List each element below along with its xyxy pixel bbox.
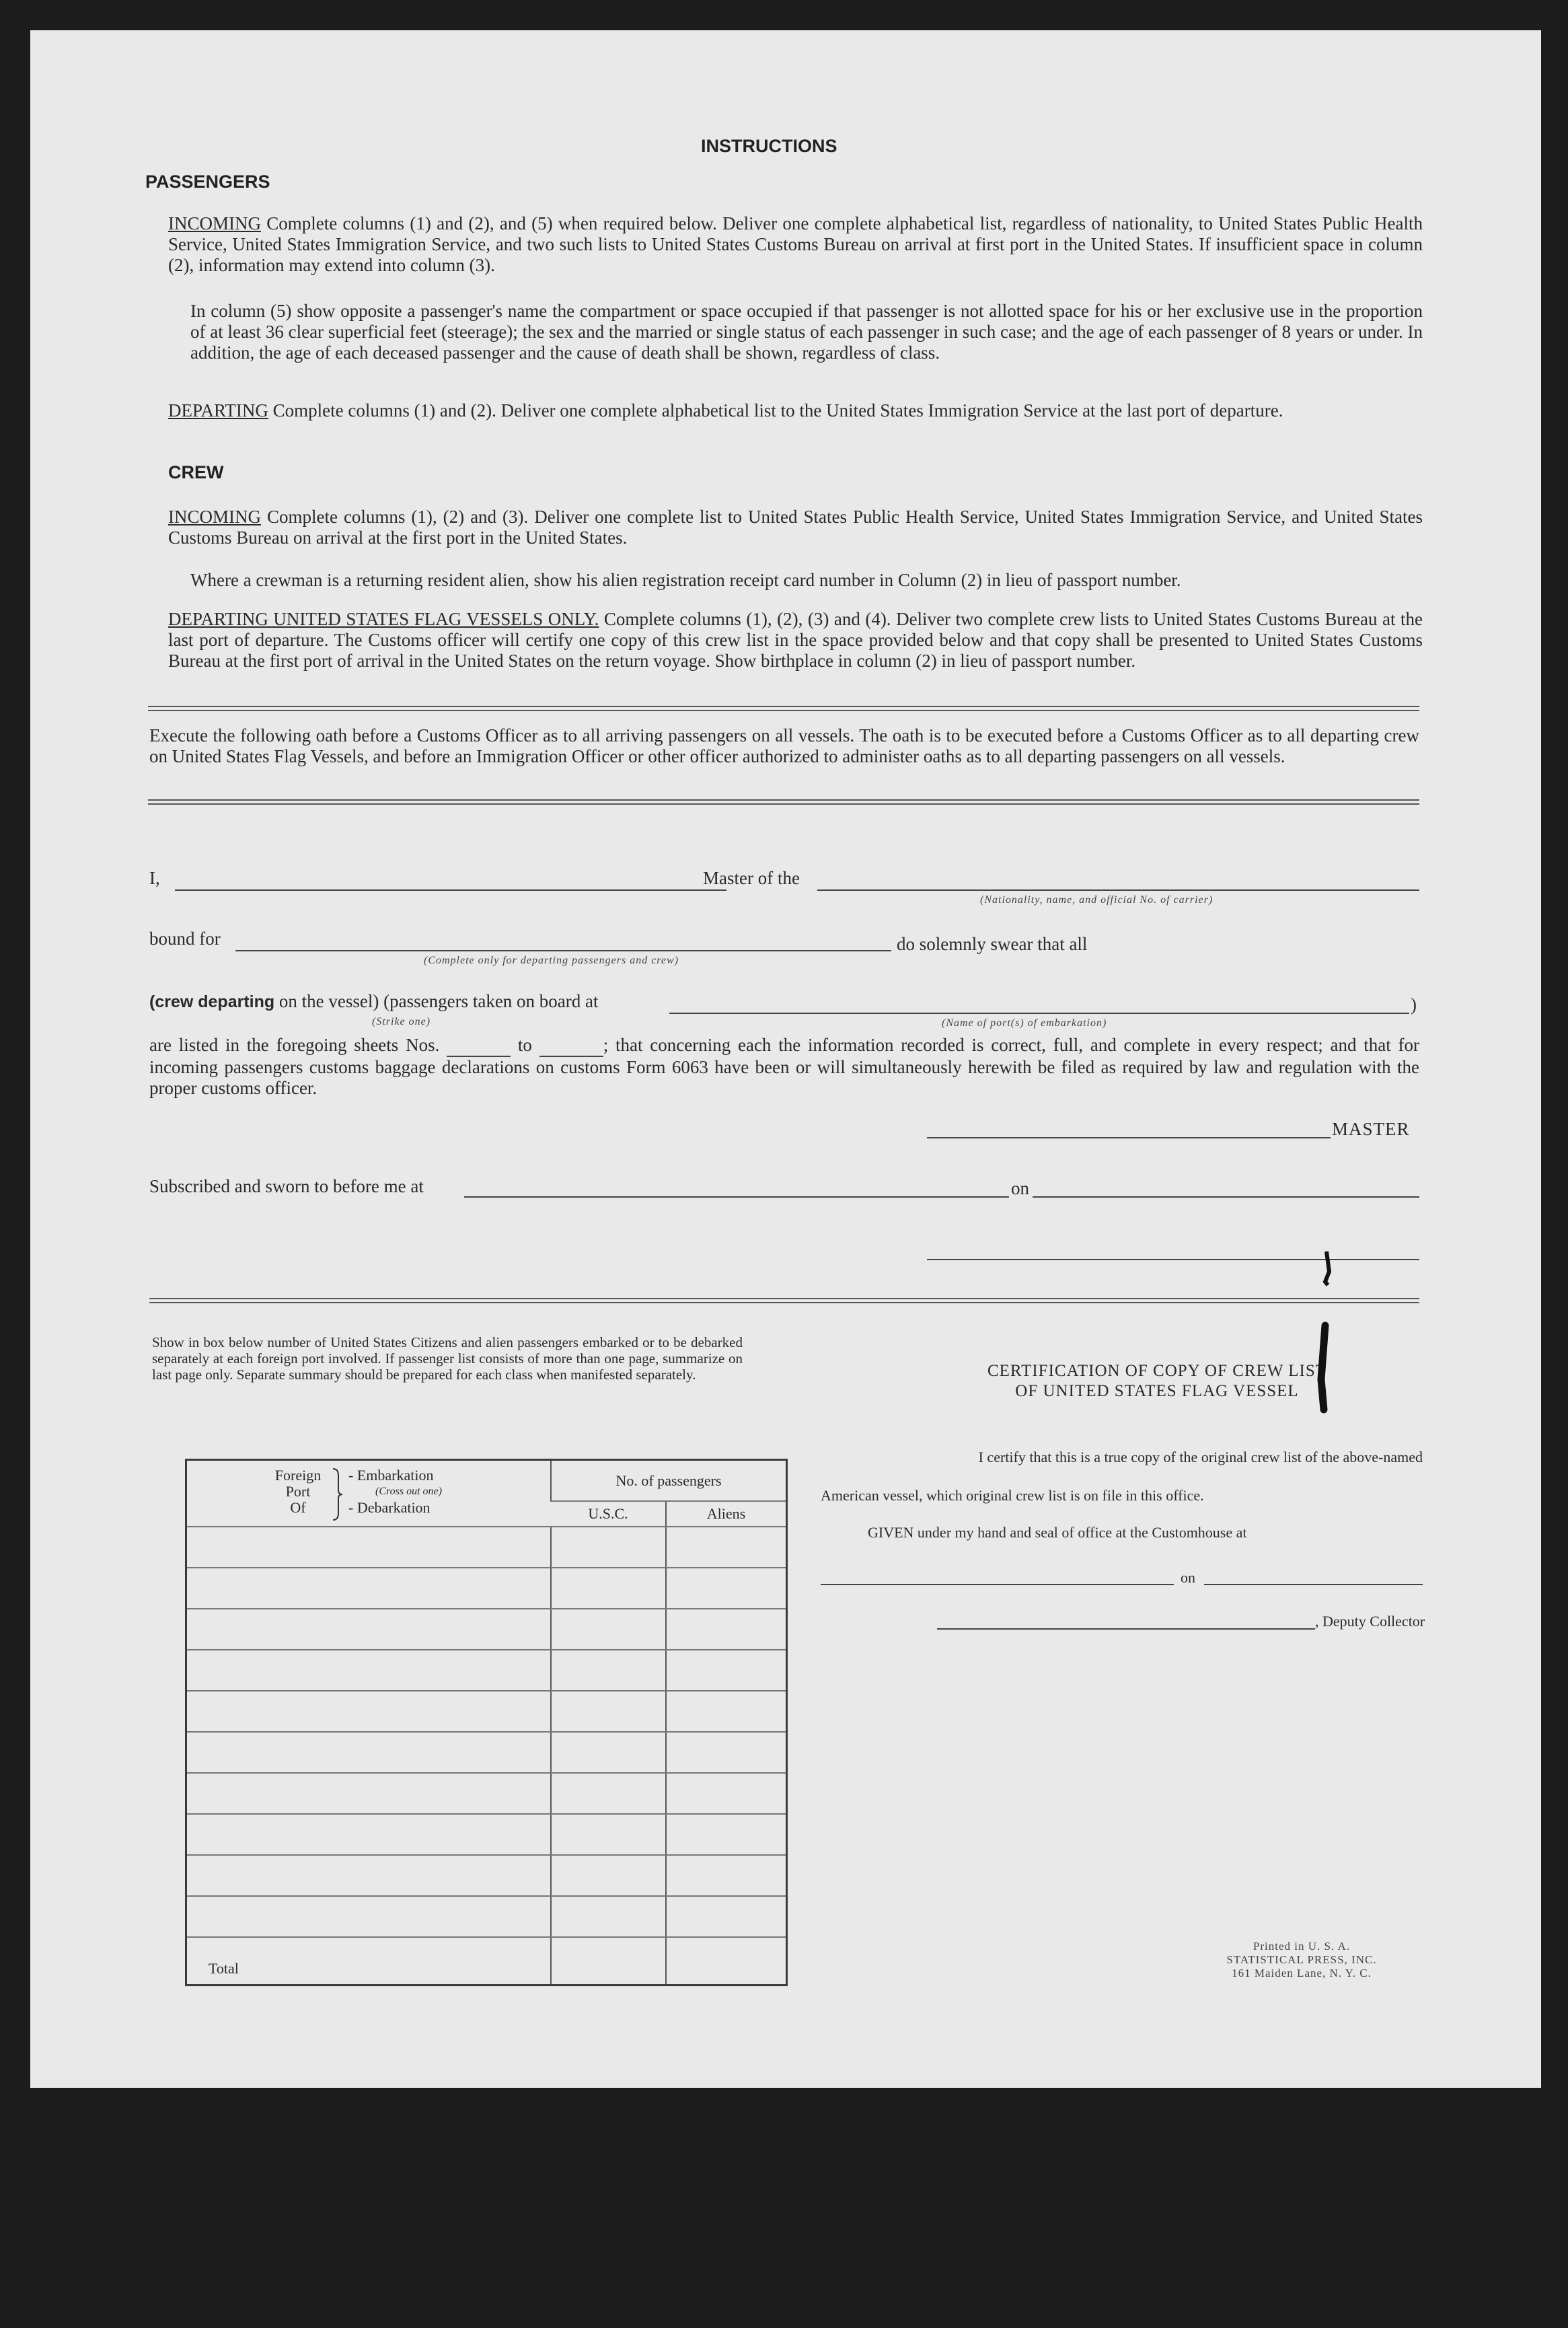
- aliens-cell[interactable]: [666, 1527, 787, 1568]
- oath-i-label: I,: [149, 868, 160, 888]
- port-cell[interactable]: [186, 1568, 552, 1609]
- port-label: Port: [285, 1483, 311, 1500]
- listed-text-1: are listed in the foregoing sheets Nos.: [149, 1035, 440, 1055]
- to-label: to: [517, 1035, 532, 1055]
- subscribed-label: Subscribed and sworn to before me at: [149, 1176, 424, 1196]
- port-cell[interactable]: [186, 1855, 552, 1896]
- certification-title-line-1: CERTIFICATION OF COPY OF CREW LIST: [987, 1362, 1327, 1380]
- usc-cell[interactable]: [551, 1691, 666, 1732]
- embarkation-option[interactable]: - Embarkation: [348, 1467, 434, 1484]
- port-cell[interactable]: [186, 1773, 552, 1814]
- oath-intro: Execute the following oath before a Customs Officer as to all arriving passengers on all vessels. The oath is to be executed before a Customs Officer as to all departing crew on United States Flag Vessels, and before an Immigration Officer or other officer authorized to administer oaths as to all departing passengers on all vessels.: [149, 725, 1419, 766]
- crew-incoming-text: Complete columns (1), (2) and (3). Deliver one complete list to United States Public Health Service, United States Immigration Service, and United States Customs Bureau on arrival at the first port in the United States.: [168, 507, 1423, 548]
- table-row: [186, 1814, 787, 1855]
- port-header-cell: [186, 1460, 552, 1527]
- passengers-heading: PASSENGERS: [145, 172, 270, 192]
- listed-text-2: ; that concerning each the information recorded is correct, full, and complete in every respect; and that for incoming passengers customs baggage declarations on customs Form 6063 have been or will simultaneously herewith be filed as required by law and regulation with the proper customs officer.: [149, 1035, 1419, 1098]
- aliens-cell[interactable]: [666, 1814, 787, 1855]
- master-signature-line[interactable]: [927, 1137, 1331, 1138]
- port-cell[interactable]: [186, 1609, 552, 1650]
- aliens-cell[interactable]: [666, 1609, 787, 1650]
- cross-out-note: (Cross out one): [375, 1486, 442, 1497]
- certify-line-2: American vessel, which original crew list is on file in this office.: [821, 1487, 1204, 1504]
- strike-one-note: (Strike one): [372, 1016, 431, 1027]
- port-cell[interactable]: [186, 1527, 552, 1568]
- close-paren: ): [1411, 994, 1417, 1015]
- master-of-the-label: Master of the: [703, 868, 800, 888]
- certify-line-1: I certify that this is a true copy of the original crew list of the above-named: [978, 1449, 1423, 1465]
- table-row: [186, 1650, 787, 1691]
- usc-cell[interactable]: [551, 1527, 666, 1568]
- divider: [149, 1298, 1419, 1303]
- foreign-label: Foreign: [274, 1467, 322, 1484]
- on-the-vessel-text: on the vessel): [278, 991, 379, 1011]
- aliens-cell[interactable]: [666, 1568, 787, 1609]
- usc-cell[interactable]: [551, 1773, 666, 1814]
- deputy-collector-label: , Deputy Collector: [1315, 1613, 1425, 1630]
- port-cell[interactable]: [186, 1814, 552, 1855]
- ports-note: (Name of port(s) of embarkation): [942, 1017, 1107, 1029]
- passengers-incoming-text: Complete columns (1) and (2), and (5) when required below. Deliver one complete alphabetical list, regardless of nationality, to United States Public Health Service, United States Immigration Service, and two such lists to United States Customs Bureau on arrival at first port in the United States. If insufficient space in column (2), information may extend into column (3).: [168, 213, 1423, 275]
- usc-cell[interactable]: [551, 1855, 666, 1896]
- crew-incoming: [168, 507, 1423, 548]
- sheet-to-field[interactable]: [539, 1035, 603, 1057]
- aliens-cell[interactable]: [666, 1896, 787, 1937]
- usc-cell[interactable]: [551, 1609, 666, 1650]
- usc-cell[interactable]: [551, 1896, 666, 1937]
- crew-heading: CREW: [168, 462, 224, 482]
- aliens-cell[interactable]: [666, 1773, 787, 1814]
- table-row: [186, 1732, 787, 1773]
- crew-departing-option[interactable]: (crew departing: [149, 992, 275, 1011]
- usc-cell[interactable]: [551, 1568, 666, 1609]
- table-row: [186, 1773, 787, 1814]
- table-row: [186, 1691, 787, 1732]
- usc-cell[interactable]: [551, 1814, 666, 1855]
- tally-instructions: Show in box below number of United States Citizens and alien passengers embarked or to be debarked separately at each foreign port involved. If passenger list consists of more than one page, summarize on last page only. Separate summary should be prepared for each class when manifested separately.: [152, 1334, 743, 1383]
- bound-for-label: bound for: [149, 929, 221, 949]
- officer-signature-line[interactable]: [927, 1259, 1419, 1260]
- table-row: [186, 1609, 787, 1650]
- sworn-place-line[interactable]: [464, 1196, 1009, 1198]
- sworn-date-line[interactable]: [1033, 1196, 1419, 1198]
- total-label: Total: [209, 1960, 239, 1977]
- no-passengers-header: No. of passengers: [551, 1460, 787, 1502]
- brace-icon: [332, 1467, 345, 1521]
- aliens-cell[interactable]: [666, 1691, 787, 1732]
- divider: [148, 799, 1419, 805]
- crew-passenger-choice: [149, 991, 599, 1013]
- aliens-total-cell[interactable]: [666, 1937, 787, 1986]
- usc-header: U.S.C.: [551, 1501, 666, 1527]
- divider: [148, 706, 1419, 711]
- imprint-line-1: Printed in U. S. A.: [1253, 1940, 1351, 1953]
- aliens-cell[interactable]: [666, 1732, 787, 1773]
- usc-cell[interactable]: [551, 1732, 666, 1773]
- carrier-note: (Nationality, name, and official No. of carrier): [980, 894, 1214, 906]
- aliens-header: Aliens: [666, 1501, 787, 1527]
- crew-departing-text: Complete columns (1), (2), (3) and (4). Deliver two complete crew lists to United States Customs Bureau at the last port of departure. The Customs officer will certify one copy of this crew list in the space provided below and that copy shall be presented to United States Customs Bureau at the first port of arrival in the United States on the return voyage. Show birthplace in column (2) in lieu of passport number.: [168, 609, 1423, 671]
- crew-crewman-note: Where a crewman is a returning resident alien, show his alien registration receipt card number in Column (2) in lieu of passport number.: [190, 570, 1181, 590]
- passengers-departing-label: DEPARTING: [168, 400, 268, 421]
- port-cell[interactable]: [186, 1896, 552, 1937]
- printer-imprint: [1201, 1940, 1403, 1980]
- passengers-departing: [168, 400, 1423, 421]
- certification-date-line[interactable]: [1204, 1584, 1423, 1585]
- crew-departing: [168, 609, 1423, 671]
- crew-incoming-label: INCOMING: [168, 507, 261, 527]
- customhouse-line[interactable]: [821, 1584, 1174, 1585]
- master-label: MASTER: [1332, 1119, 1410, 1139]
- deputy-signature-line[interactable]: [937, 1628, 1315, 1630]
- imprint-line-3: 161 Maiden Lane, N. Y. C.: [1232, 1967, 1372, 1979]
- port-cell[interactable]: [186, 1691, 552, 1732]
- carrier-line[interactable]: [817, 889, 1419, 891]
- port-cell[interactable]: [186, 1650, 552, 1691]
- crew-departing-label: DEPARTING UNITED STATES FLAG VESSELS ONLY.: [168, 609, 599, 629]
- table-row: [186, 1855, 787, 1896]
- embarkation-ports-line[interactable]: [669, 1013, 1409, 1014]
- ink-mark: [1312, 1245, 1342, 1426]
- listed-paragraph: [149, 1035, 1419, 1099]
- port-cell[interactable]: [186, 1732, 552, 1773]
- passengers-incoming: [168, 213, 1423, 276]
- bound-for-note: (Complete only for departing passengers and crew): [424, 955, 679, 966]
- table-row: [186, 1527, 787, 1568]
- of-label: Of: [290, 1499, 306, 1516]
- table-row: [186, 1568, 787, 1609]
- debarkation-option[interactable]: - Debarkation: [348, 1499, 431, 1516]
- passenger-tally-table: [185, 1459, 788, 1986]
- passengers-column5: In column (5) show opposite a passenger's name the compartment or space occupied if that passenger is not allotted space for his or her exclusive use in the proportion of at least 36 clear superficial feet (steerage); the sex and the married or single status of each passenger in such case; and the age of each passenger of 8 years or under. In addition, the age of each deceased passenger and the cause of death shall be shown, regardless of class.: [190, 301, 1423, 363]
- usc-total-cell[interactable]: [551, 1937, 666, 1986]
- passengers-incoming-label: INCOMING: [168, 213, 261, 233]
- aliens-cell[interactable]: [666, 1650, 787, 1691]
- sworn-on-label: on: [1011, 1178, 1029, 1198]
- bound-for-line[interactable]: [235, 950, 891, 951]
- total-row: [186, 1937, 787, 1986]
- instructions-title: INSTRUCTIONS: [701, 136, 837, 156]
- certification-title-line-2: OF UNITED STATES FLAG VESSEL: [1015, 1382, 1299, 1400]
- given-text: GIVEN under my hand and seal of office at the Customhouse at: [868, 1524, 1247, 1541]
- imprint-line-2: STATISTICAL PRESS, INC.: [1226, 1953, 1377, 1966]
- form-sheet: [30, 30, 1541, 2088]
- passengers-taken-option[interactable]: (passengers taken on board at: [383, 991, 599, 1011]
- master-name-line[interactable]: [175, 889, 726, 891]
- table-row: [186, 1896, 787, 1937]
- sheet-from-field[interactable]: [447, 1035, 511, 1057]
- certification-on-label: on: [1181, 1569, 1195, 1586]
- passengers-departing-text: Complete columns (1) and (2). Deliver one complete alphabetical list to the United States Immigration Service at the last port of departure.: [272, 400, 1283, 421]
- swear-text: do solemnly swear that all: [897, 934, 1088, 954]
- usc-cell[interactable]: [551, 1650, 666, 1691]
- aliens-cell[interactable]: [666, 1855, 787, 1896]
